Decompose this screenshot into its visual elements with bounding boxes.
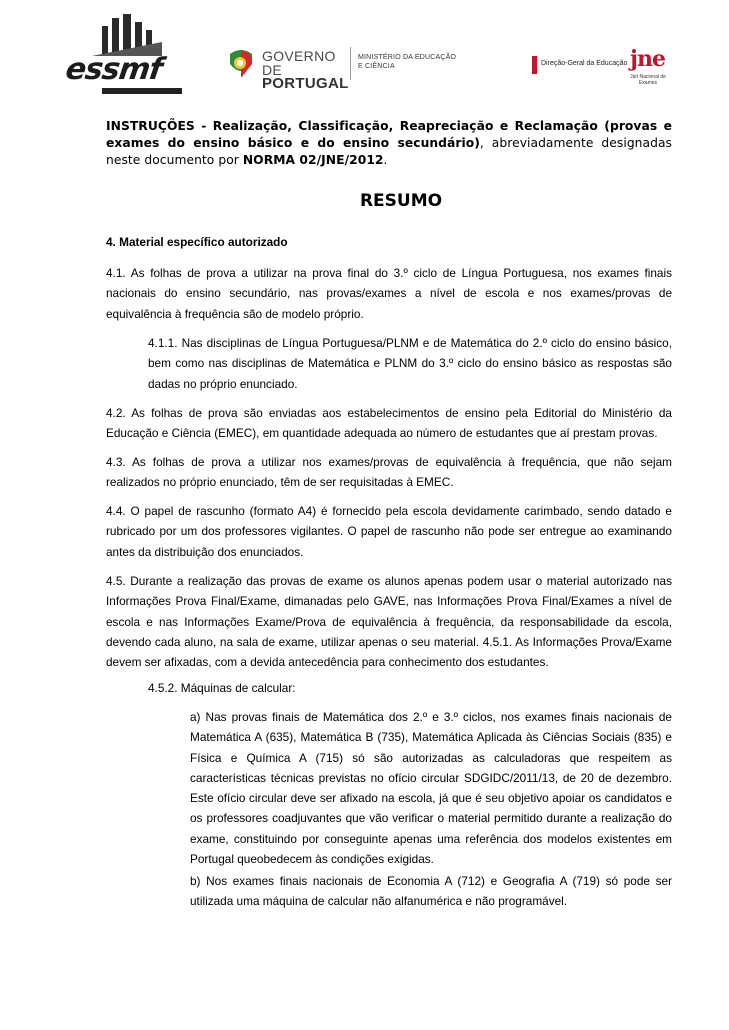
page-header bbox=[0, 0, 729, 110]
paragraph-4-1: 4.1. As folhas de prova a utilizar na prova final do 3.º ciclo de Língua Portuguesa, nos exames finais nacionais do ensino secundário, nas provas/exames a nível de escola e nos exames/provas de equivalência à frequência são de modelo próprio. bbox=[106, 266, 672, 321]
paragraph-4-2: 4.2. As folhas de prova são enviadas aos estabelecimentos de ensino pela Editorial do Ministério da Educação e Ciência (EMEC), em quantidade adequada ao número de estudantes que aí prestam provas. bbox=[106, 406, 672, 441]
school-towers-icon bbox=[92, 12, 162, 56]
paragraph-4-5: 4.5. Durante a realização das provas de exame os alunos apenas podem usar o material autorizado nas Informações Prova Final/Exame, dimanadas pelo GAVE, nas Informações Prova Final/Exames a nível de escola e nas Informações Exame/Prova de equivalência à frequência, da responsabilidade da escola, devendo cada aluno, na sala de exame, utilizar apenas o seu material. 4.5.1. As Informações Prova/Exame devem ser afixadas, com a devida antecedência para conhecimento dos estudantes. bbox=[106, 574, 672, 670]
jne-logo-subtitle: Júri Nacional de Exames bbox=[630, 74, 666, 86]
dge-red-bar bbox=[532, 56, 537, 74]
paragraph-4-5-2-b: b) Nos exames finais nacionais de Economia A (712) e Geografia A (719) só pode ser utilizada uma máquina de calcular não alfanumérica e não programável. bbox=[190, 874, 672, 909]
document-body bbox=[106, 118, 672, 211]
gov-line-1: GOVERNO DE bbox=[262, 48, 336, 78]
school-logo bbox=[62, 12, 190, 98]
norma-reference: NORMA 02/JNE/2012 bbox=[242, 153, 384, 167]
header-divider bbox=[350, 47, 351, 80]
school-logo-text: essmf bbox=[63, 52, 164, 87]
government-logo bbox=[228, 44, 349, 92]
ministry-line-1: MINISTÉRIO DA EDUCAÇÃO bbox=[358, 54, 457, 61]
paragraph-4-1-1: 4.1.1. Nas disciplinas de Língua Portuguesa/PLNM e de Matemática do 2.º ciclo do ensino básico, bem como nas disciplinas de Matemática e PLNM do 3.º ciclo do ensino básico as respostas são dadas no próprio enunciado. bbox=[148, 336, 672, 391]
gov-line-2: PORTUGAL bbox=[262, 75, 349, 92]
page-title: RESUMO bbox=[359, 191, 443, 211]
ministry-name bbox=[358, 53, 456, 71]
intro-bold: INSTRUÇÕES - Realização, Classificação, Reapreciação e Reclamação (provas e exames do ensino básico e do ensino secundário) bbox=[106, 119, 672, 150]
section-heading: 4. Material específico autorizado bbox=[106, 235, 288, 249]
intro-middle: , abreviadamente designadas neste documento por bbox=[106, 136, 672, 167]
intro-paragraph bbox=[106, 118, 672, 169]
paragraph-4-5-2-a: a) Nas provas finais de Matemática dos 2.º e 3.º ciclos, nos exames finais nacionais de Matemática A (635), Matemática B (735), Matemática Aplicada às Ciências Sociais (835) e Física e Química A (715) só são autorizadas as calculadoras que respeitem as características técnicas previstas no ofício circular SDGIDC/2011/13, de 20 de dezembro. Este ofício circular deve ser afixado na escola, já que é seu objetivo apoiar os candidatos e os professores coadjuvantes que vão verificar o material permitido durante a realização do exame, constituindo por conseguinte apenas uma referência dos modelos existentes em Portugal queobedecem às condições exigidas. bbox=[190, 710, 672, 867]
paragraph-4-3: 4.3. As folhas de prova a utilizar nos exames/provas de equivalência à frequência, que não sejam realizados no próprio enunciado, têm de ser requisitadas à EMEC. bbox=[106, 455, 672, 490]
dge-text: Direção-Geral da Educação bbox=[541, 60, 628, 67]
portugal-emblem-icon bbox=[228, 48, 254, 78]
dge-logo bbox=[532, 56, 632, 74]
paragraph-4-4: 4.4. O papel de rascunho (formato A4) é fornecido pela escola devidamente carimbado, sendo datado e rubricado por um dos professores vigilantes. O papel de rascunho não pode ser entregue ao examinando antes da distribuição dos enunciados. bbox=[106, 504, 672, 559]
ministry-line-2: E CIÊNCIA bbox=[358, 63, 395, 70]
jne-logo bbox=[628, 40, 668, 90]
school-logo-bar bbox=[102, 88, 182, 94]
paragraph-4-5-2: 4.5.2. Máquinas de calcular: bbox=[148, 681, 296, 695]
jne-logo-text: jne bbox=[630, 46, 665, 72]
intro-end: . bbox=[383, 153, 388, 167]
